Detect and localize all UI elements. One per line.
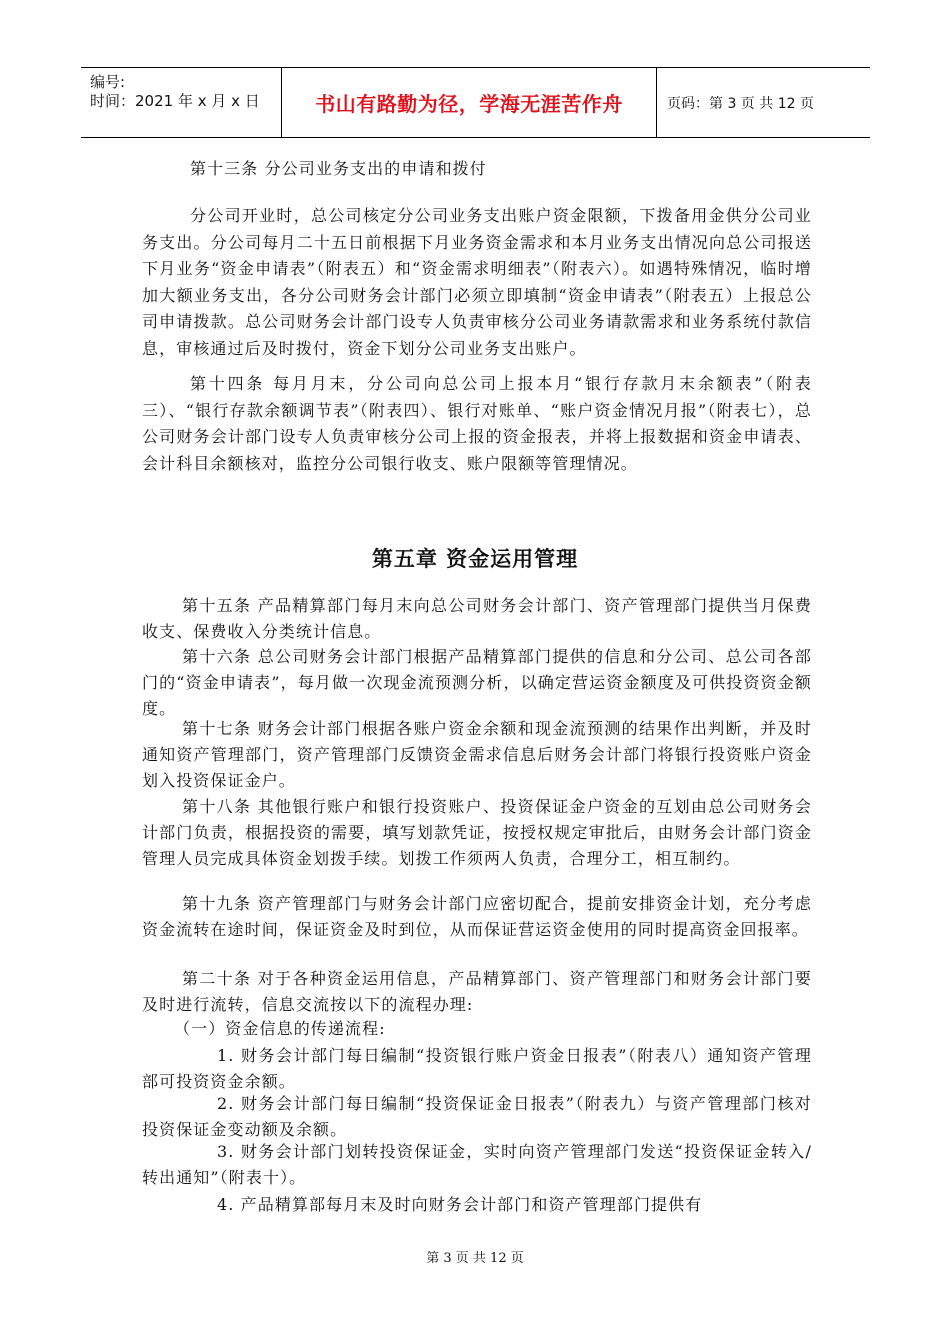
article-14-text: 第十四条 每月月末，分公司向总公司上报本月“银行存款月末余额表”（附表三）、“银行存款余额调节表”（附表四）、银行对账单、“账户资金情况月报”（附表七），总公司财务会计部门设专人负责审核分公司上报的资金报表，并将上报数据和资金申请表、会计科目余额核对，监控分公司银行收支、账户限额等管理情况。 xyxy=(142,374,812,473)
article-18: 第十八条 其他银行账户和银行投资账户、投资保证金户资金的互划由总公司财务会计部门负责，根据投资的需要，填写划款凭证，按授权规定审批后，由财务会计部门资金管理人员完成具体资金划拨手续。划拨工作须两人负责，合理分工，相互制约。 xyxy=(142,797,812,868)
doc-number-label: 编号: xyxy=(90,73,126,91)
list-item-3: 3. 财务会计部门划转投资保证金，实时向资产管理部门发送“投资保证金转入/转出通知”（附表十）。 xyxy=(142,1142,812,1187)
section-1-heading: （一）资金信息的传递流程: xyxy=(174,1019,386,1038)
article-20: 第二十条 对于各种资金运用信息，产品精算部门、资产管理部门和财务会计部门要及时进行流转，信息交流按以下的流程办理: xyxy=(142,969,812,1014)
article-13-text: 分公司开业时，总公司核定分公司业务支出账户资金限额，下拨备用金供分公司业务支出。分公司每月二十五日前根据下月业务资金需求和本月业务支出情况向总公司报送下月业务“资金申请表”（附表五）和“资金需求明细表”（附表六）。如遇特殊情况，临时增加大额业务支出，各分公司财务会计部门必须立即填制“资金申请表”（附表五）上报总公司申请拨款。总公司财务会计部门设专人负责审核分公司业务请款需求和业务系统付款信息，审核通过后及时拨付，资金下划分公司业务支出账户。 xyxy=(142,206,812,358)
page-header xyxy=(81,67,870,138)
list-item-2: 2. 财务会计部门每日编制“投资保证金日报表”（附表九）与资产管理部门核对投资保证金变动额及余额。 xyxy=(142,1094,812,1139)
article-16: 第十六条 总公司财务会计部门根据产品精算部门提供的信息和分公司、总公司各部门的“资金申请表”，每月做一次现金流预测分析，以确定营运资金额度及可供投资资金额度。 xyxy=(142,647,812,718)
doc-date: 时间：2021 年 x 月 x 日 xyxy=(90,92,260,110)
header-page-info: 页码：第 3 页 共 12 页 xyxy=(667,95,814,112)
page-footer: 第 3 页 共 12 页 xyxy=(426,1251,524,1266)
article-19: 第十九条 资产管理部门与财务会计部门应密切配合，提前安排资金计划，充分考虑资金流转在途时间，保证资金及时到位，从而保证营运资金使用的同时提高资金回报率。 xyxy=(142,894,812,939)
article-17: 第十七条 财务会计部门根据各账户资金余额和现金流预测的结果作出判断，并及时通知资产管理部门，资产管理部门反馈资金需求信息后财务会计部门将银行投资账户资金划入投资保证金户。 xyxy=(142,719,812,790)
list-item-1: 1. 财务会计部门每日编制“投资银行账户资金日报表”（附表八）通知资产管理部可投资资金余额。 xyxy=(142,1046,812,1091)
chapter-heading: 第五章 资金运用管理 xyxy=(371,547,579,571)
article-15: 第十五条 产品精算部门每月末向总公司财务会计部门、资产管理部门提供当月保费收支、保费收入分类统计信息。 xyxy=(142,596,812,641)
list-item-4: 4. 产品精算部每月末及时向财务会计部门和资产管理部门提供有 xyxy=(217,1195,703,1214)
header-meta xyxy=(81,68,282,137)
article-13-title: 第十三条 分公司业务支出的申请和拨付 xyxy=(190,159,487,178)
header-motto: 书山有路勤为径，学海无涯苦作舟 xyxy=(282,68,657,137)
